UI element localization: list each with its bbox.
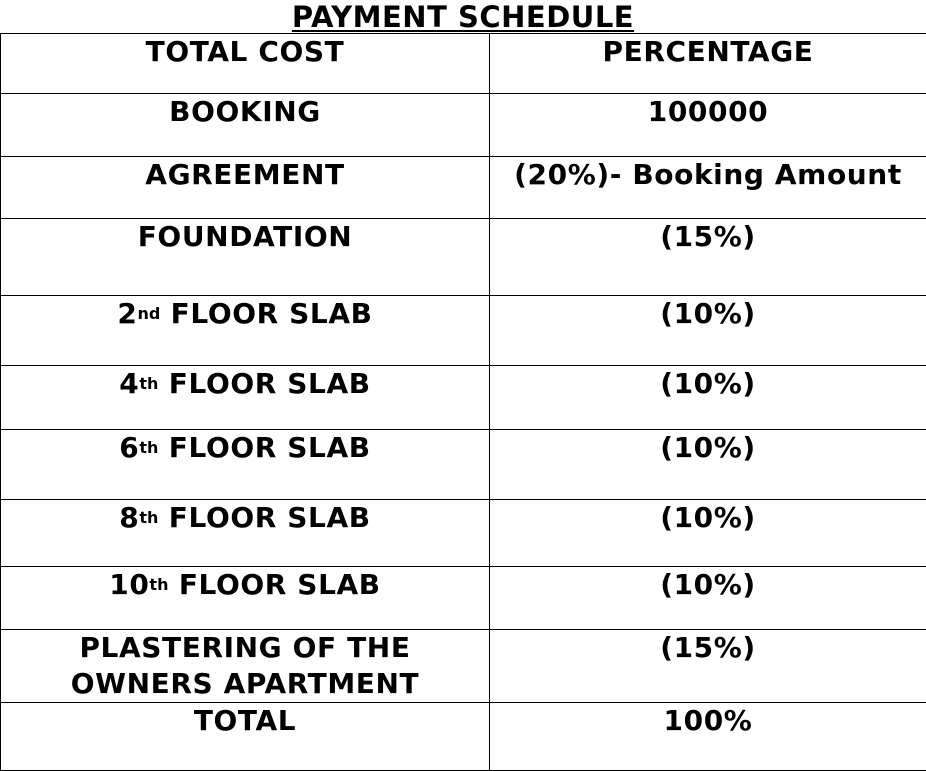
stage-text: FLOOR SLAB (158, 501, 370, 534)
ordinal-suffix: th (139, 374, 158, 393)
table-row (1, 296, 926, 366)
ordinal-suffix: th (139, 508, 158, 527)
payment-schedule-table (0, 33, 926, 771)
percentage-cell: (15%) (490, 219, 926, 296)
header-percentage: PERCENTAGE (490, 34, 926, 94)
stage-text: FLOOR SLAB (168, 568, 380, 601)
table-row (1, 430, 926, 500)
table-row (1, 567, 926, 630)
stage-cell (1, 366, 490, 430)
floor-number: 2 (117, 297, 137, 330)
ordinal-suffix: th (149, 575, 168, 594)
ordinal-suffix: nd (137, 304, 160, 323)
table-row (1, 157, 926, 219)
floor-number: 6 (119, 431, 139, 464)
percentage-cell: (10%) (490, 500, 926, 567)
stage-cell (1, 500, 490, 567)
table-row (1, 94, 926, 157)
stage-text-line1: PLASTERING OF THE (5, 630, 485, 666)
table-row (1, 366, 926, 430)
table-row (1, 630, 926, 703)
percentage-cell: (10%) (490, 366, 926, 430)
stage-cell: BOOKING (1, 94, 490, 157)
stage-cell (1, 296, 490, 366)
table-row (1, 219, 926, 296)
stage-cell (1, 430, 490, 500)
table-total-row (1, 703, 926, 771)
floor-number: 8 (119, 501, 139, 534)
percentage-cell: (10%) (490, 567, 926, 630)
stage-cell: FOUNDATION (1, 219, 490, 296)
percentage-cell: 100000 (490, 94, 926, 157)
percentage-cell: (10%) (490, 430, 926, 500)
floor-number: 4 (119, 367, 139, 400)
percentage-cell: (15%) (490, 630, 926, 703)
header-total-cost: TOTAL COST (1, 34, 490, 94)
stage-text: FLOOR SLAB (158, 367, 370, 400)
total-value: 100% (490, 703, 926, 771)
stage-text-line2: OWNERS APARTMENT (5, 666, 485, 702)
page-title: PAYMENT SCHEDULE (0, 0, 926, 34)
stage-text: FLOOR SLAB (158, 431, 370, 464)
table-header-row (1, 34, 926, 94)
floor-number: 10 (109, 568, 149, 601)
table-row (1, 500, 926, 567)
stage-text: FLOOR SLAB (160, 297, 372, 330)
stage-cell (1, 567, 490, 630)
ordinal-suffix: th (139, 438, 158, 457)
percentage-cell: (20%)- Booking Amount (490, 157, 926, 219)
stage-cell (1, 630, 490, 703)
total-label: TOTAL (1, 703, 490, 771)
percentage-cell: (10%) (490, 296, 926, 366)
stage-cell: AGREEMENT (1, 157, 490, 219)
